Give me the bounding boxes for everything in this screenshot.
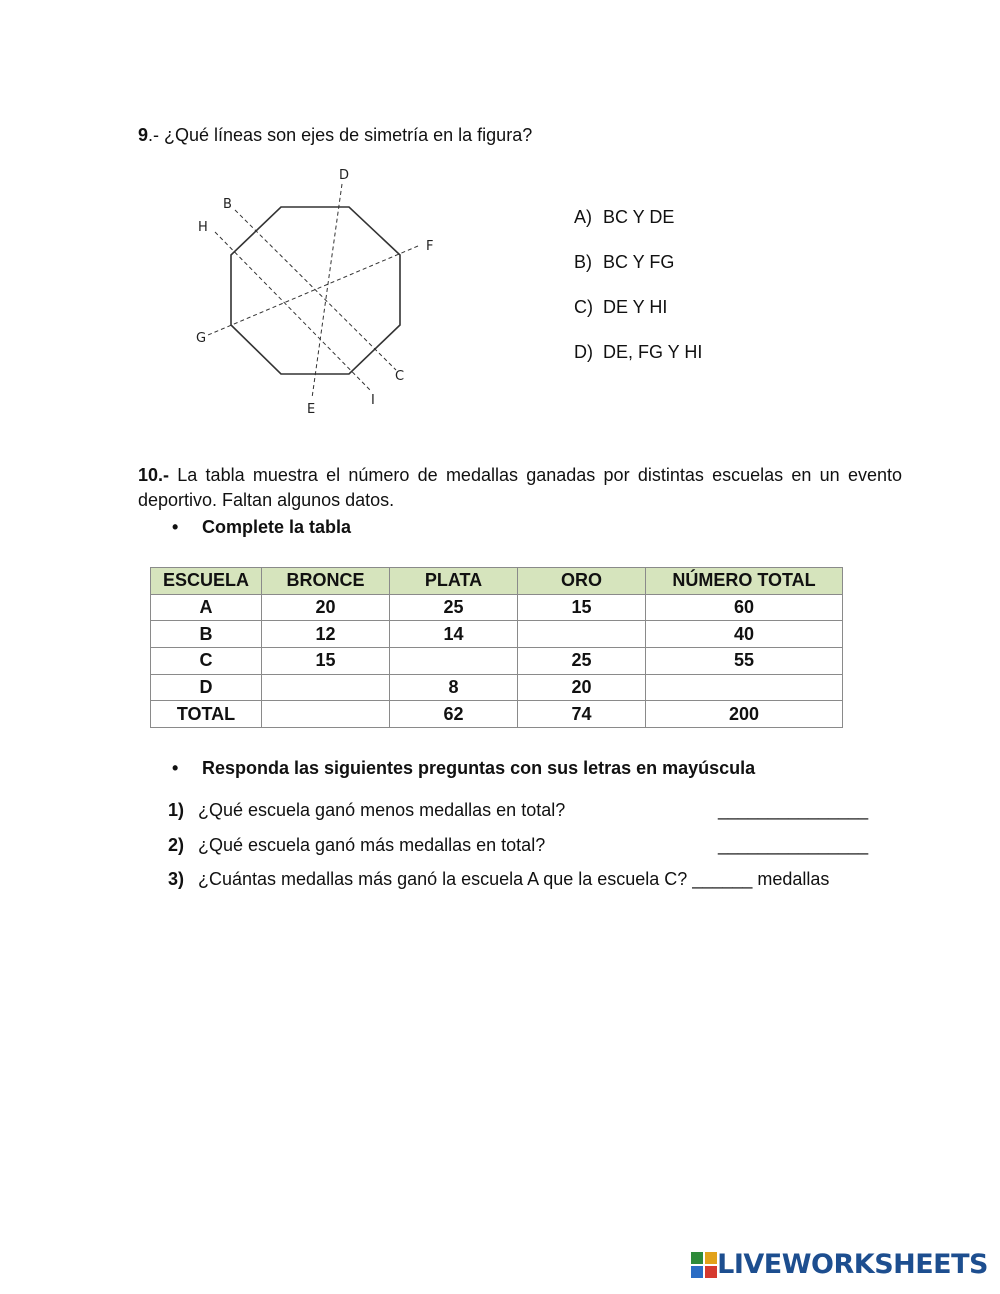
label-g: G <box>196 331 207 346</box>
answer-blank[interactable]: _______________ <box>718 834 869 855</box>
option-text: BC Y FG <box>603 252 675 272</box>
cell: 60 <box>646 594 843 621</box>
bullet-complete-table <box>172 517 351 538</box>
cell: 14 <box>390 621 518 648</box>
question-10 <box>138 463 902 513</box>
label-e: E <box>307 402 316 417</box>
header-cell: NÚMERO TOTAL <box>646 568 843 595</box>
option-d[interactable] <box>574 342 702 387</box>
header-cell: BRONCE <box>262 568 390 595</box>
answer-options <box>574 207 702 387</box>
blank-cell[interactable] <box>262 674 390 701</box>
cell: 15 <box>262 648 390 675</box>
list-item <box>168 800 908 835</box>
blank-cell[interactable] <box>518 621 646 648</box>
label-d: D <box>339 168 350 183</box>
table-header-row <box>151 568 843 595</box>
liveworksheets-logo <box>691 1249 988 1280</box>
option-c[interactable] <box>574 297 702 342</box>
question-10-text: La tabla muestra el número de medallas ganadas por distintas escuelas en un evento deportivo. Faltan algunos datos. <box>138 465 902 510</box>
answer-blank[interactable]: _______________ <box>718 800 869 820</box>
table-row <box>151 594 843 621</box>
bullet-icon: • <box>172 517 179 537</box>
table-row <box>151 701 843 728</box>
cell: 20 <box>262 594 390 621</box>
option-letter: D) <box>574 342 593 362</box>
octagon-figure <box>190 162 450 420</box>
table-row <box>151 621 843 648</box>
question-number: 3) <box>168 869 185 889</box>
option-text: BC Y DE <box>603 207 675 227</box>
cell: 15 <box>518 594 646 621</box>
question-9-text: .- ¿Qué líneas son ejes de simetría en la figura? <box>148 125 533 145</box>
cell: B <box>151 621 262 648</box>
cell: 40 <box>646 621 843 648</box>
logo-text: LIVEWORKSHEETS <box>717 1249 988 1280</box>
cell: 62 <box>390 701 518 728</box>
bullet-text: Complete la tabla <box>202 517 352 537</box>
question-text: ¿Qué escuela ganó menos medallas en total? <box>198 800 566 820</box>
label-i: I <box>371 393 375 408</box>
bullet-icon: • <box>172 758 179 778</box>
option-b[interactable] <box>574 252 702 297</box>
header-cell: ORO <box>518 568 646 595</box>
axis-hi <box>215 232 370 390</box>
blank-cell[interactable] <box>262 701 390 728</box>
list-item <box>168 835 908 870</box>
cell: D <box>151 674 262 701</box>
axis-fg <box>208 246 418 335</box>
cell: C <box>151 648 262 675</box>
option-letter: C) <box>574 297 593 317</box>
label-c: C <box>395 369 405 384</box>
question-number: 1) <box>168 800 185 820</box>
blank-cell[interactable] <box>390 648 518 675</box>
list-item <box>168 869 908 904</box>
label-b: B <box>223 197 232 212</box>
bullet-answer-questions <box>172 758 755 779</box>
question-9 <box>138 125 532 146</box>
cell: A <box>151 594 262 621</box>
header-cell: ESCUELA <box>151 568 262 595</box>
label-f: F <box>426 239 434 254</box>
cell: 55 <box>646 648 843 675</box>
question-list <box>168 800 908 904</box>
cell: 25 <box>518 648 646 675</box>
medals-table <box>150 567 843 728</box>
cell: TOTAL <box>151 701 262 728</box>
header-cell: PLATA <box>390 568 518 595</box>
cell: 8 <box>390 674 518 701</box>
option-text: DE Y HI <box>603 297 668 317</box>
cell: 25 <box>390 594 518 621</box>
cell: 12 <box>262 621 390 648</box>
cell: 20 <box>518 674 646 701</box>
question-number: 2) <box>168 834 185 855</box>
cell: 200 <box>646 701 843 728</box>
option-letter: B) <box>574 252 592 272</box>
question-10-number: 10.- <box>138 465 170 485</box>
table-row <box>151 648 843 675</box>
question-text: ¿Qué escuela ganó más medallas en total? <box>198 834 546 855</box>
cell: 74 <box>518 701 646 728</box>
blank-cell[interactable] <box>646 674 843 701</box>
table-row <box>151 674 843 701</box>
live-badge-icon <box>691 1252 717 1278</box>
question-text[interactable]: ¿Cuántas medallas más ganó la escuela A que la escuela C? ______ medallas <box>198 869 830 889</box>
question-9-number: 9 <box>138 125 149 145</box>
option-text: DE, FG Y HI <box>603 342 703 362</box>
axis-bc <box>235 210 396 370</box>
label-h: H <box>198 220 208 235</box>
option-letter: A) <box>574 207 592 227</box>
bullet-text: Responda las siguientes preguntas con sus letras en mayúscula <box>202 758 756 778</box>
option-a[interactable] <box>574 207 702 252</box>
